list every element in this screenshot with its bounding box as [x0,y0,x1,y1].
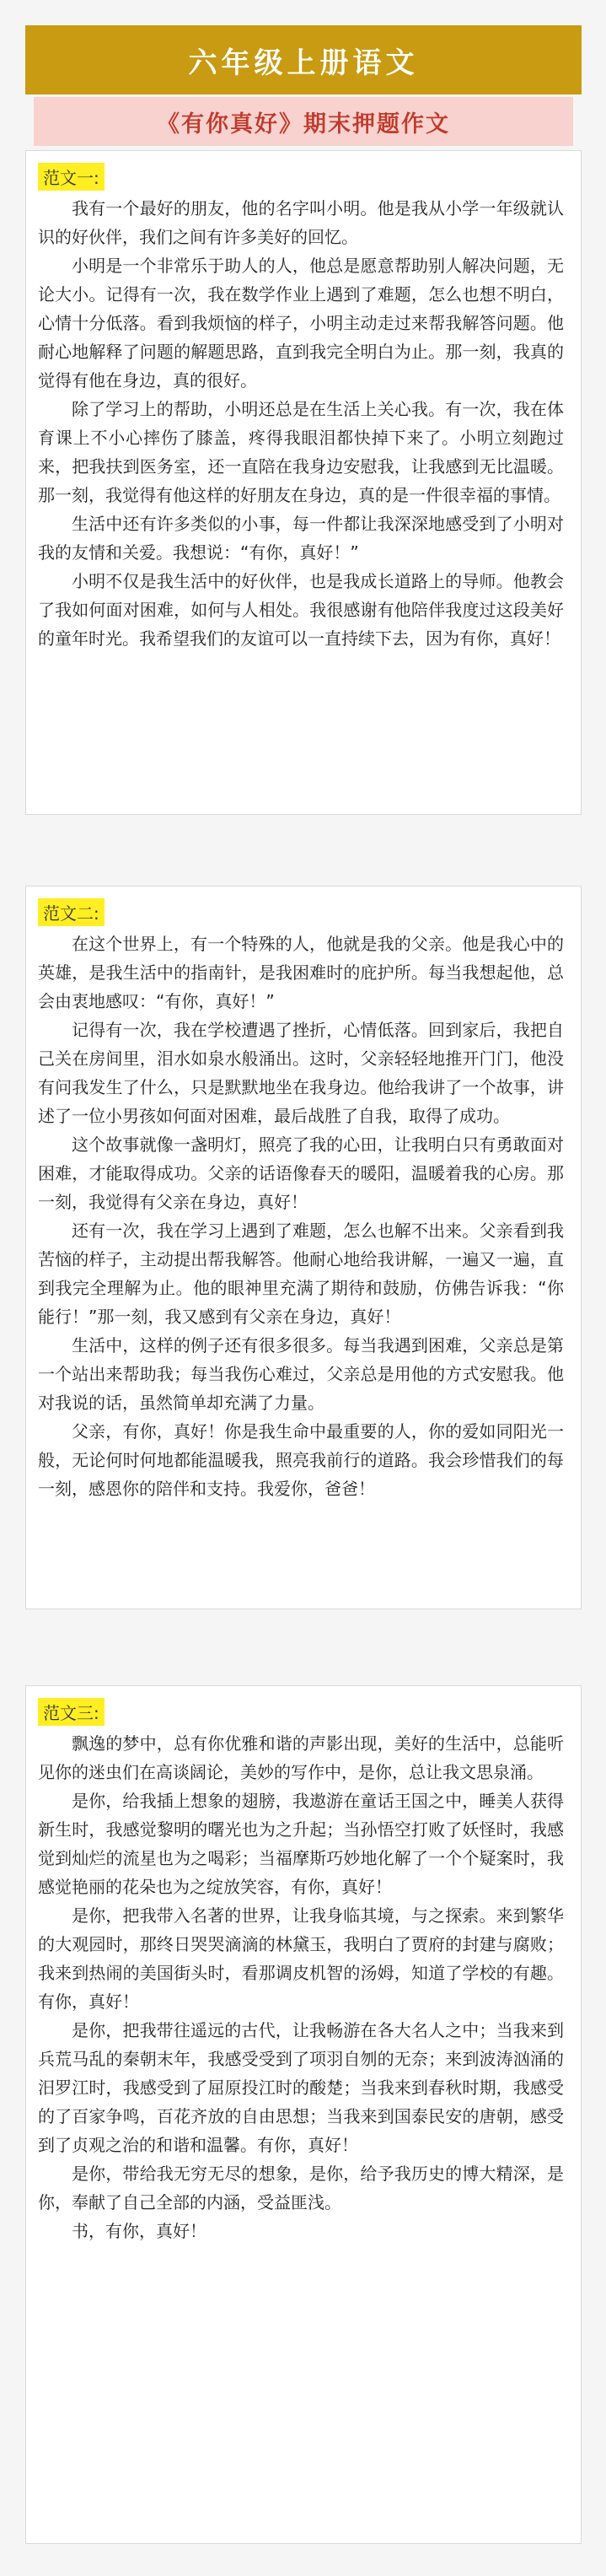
essay-label: 范文三: [38,1698,105,1726]
essay-card-3 [25,1685,582,2544]
essay-paragraph: 我有一个最好的朋友，他的名字叫小明。他是我从小学一年级就认识的好伙伴，我们之间有许多美好的回忆。 [38,198,564,247]
essay-paragraph: 是你，给我插上想象的翅膀，我遨游在童话王国之中，睡美人获得新生时，我感觉黎明的曙光也为之升起；当孙悟空打败了妖怪时，我感觉到灿烂的流星也为之喝彩；当福摩斯巧妙地化解了一个个疑案时，我感觉艳丽的花朵也为之绽放笑容，有你，真好！ [38,1791,564,1897]
essay-paragraph: 在这个世界上，有一个特殊的人，他就是我的父亲。他是我心中的英雄，是我生活中的指南针，是我困难时的庇护所。每当我想起他，总会由衷地感叹：“有你，真好！” [38,934,564,1011]
essay-label: 范文一: [38,163,105,191]
essay-paragraph: 生活中还有许多类似的小事，每一件都让我深深地感受到了小明对我的友情和关爱。我想说：“有你，真好！” [38,514,564,563]
essay-card-1 [25,150,582,815]
essay-card-2 [25,886,582,1609]
essay-paragraph: 生活中，这样的例子还有很多很多。每当我遇到困难，父亲总是第一个站出来帮助我；每当我伤心难过，父亲总是用他的方式安慰我。他对我说的话，虽然简单却充满了力量。 [38,1335,564,1413]
essay-paragraph: 飘逸的梦中，总有你优雅和谐的声影出现，美好的生活中，总能听见你的迷虫们在高谈阔论，美妙的写作中，是你，总让我文思泉涌。 [38,1733,564,1782]
essay-paragraph: 这个故事就像一盏明灯，照亮了我的心田，让我明白只有勇敢面对困难，才能取得成功。父亲的话语像春天的暖阳，温暖着我的心房。那一刻，我觉得有父亲在身边，真好！ [38,1134,564,1212]
essay-label: 范文二: [38,898,105,926]
essay-paragraph: 是你，带给我无穷无尽的想象，是你，给予我历史的博大精深，是你，奉献了自己全部的内涵，受益匪浅。 [38,2164,564,2212]
page-subtitle: 《有你真好》期末押题作文 [34,97,573,146]
essay-paragraph: 是你，把我带入名著的世界，让我身临其境，与之探索。来到繁华的大观园时，那终日哭哭滴滴的林黛玉，我明白了贾府的封建与腐败；我来到热闹的美国街头时，看那调皮机智的汤姆，知道了学校的有趣。有你，真好！ [38,1905,564,2012]
essay-paragraph: 记得有一次，我在学校遭遇了挫折，心情低落。回到家后，我把自己关在房间里，泪水如泉水般涌出。这时，父亲轻轻地推开门门，他没有问我发生了什么，只是默默地坐在我身边。他给我讲了一个故事，讲述了一位小男孩如何面对困难，最后战胜了自我，取得了成功。 [38,1020,564,1126]
essay-paragraph: 还有一次，我在学习上遇到了难题，怎么也解不出来。父亲看到我苦恼的样子，主动提出帮我解答。他耐心地给我讲解，一遍又一遍，直到我完全理解为止。他的眼神里充满了期待和鼓励，仿佛告诉我：“你能行！”那一刻，我又感到有父亲在身边，真好！ [38,1221,564,1327]
essay-paragraph: 书，有你，真好！ [72,2221,206,2241]
essay-paragraph: 小明不仅是我生活中的好伙伴，也是我成长道路上的导师。他教会了我如何面对困难，如何与人相处。我很感谢有他陪伴我度过这段美好的童年时光。我希望我们的友谊可以一直持续下去，因为有你，真好！ [38,571,564,649]
page-title: 六年级上册语文 [25,25,582,94]
essay-paragraph: 是你，把我带往遥远的古代，让我畅游在各大名人之中；当我来到兵荒马乱的秦朝末年，我感受受到了项羽自刎的无奈；来到波涛汹涌的汨罗江时，我感受到了屈原投江时的酸楚；当我来到春秋时期，我感受的了百家争鸣，百花齐放的自由思想；当我来到国泰民安的唐朝，感受到了贞观之治的和谐和温馨。有你，真好！ [38,2020,564,2155]
essay-paragraph: 父亲，有你，真好！你是我生命中最重要的人，你的爱如同阳光一般，无论何时何地都能温暖我，照亮我前行的道路。我会珍惜我们的每一刻，感恩你的陪伴和支持。我爱你，爸爸！ [38,1421,564,1499]
essay-paragraph: 除了学习上的帮助，小明还总是在生活上关心我。有一次，我在体育课上不小心摔伤了膝盖，疼得我眼泪都快掉下来了。小明立刻跑过来，把我扶到医务室，还一直陪在我身边安慰我，让我感到无比温暖。那一刻，我觉得有他这样的好朋友在身边，真的是一件很幸福的事情。 [38,399,564,505]
essay-paragraph: 小明是一个非常乐于助人的人，他总是愿意帮助别人解决问题，无论大小。记得有一次，我在数学作业上遇到了难题，怎么也想不明白，心情十分低落。看到我烦恼的样子，小明主动走过来帮我解答问题。他耐心地解释了问题的解题思路，直到我完全明白为止。那一刻，我真的觉得有他在身边，真的很好。 [38,256,564,391]
